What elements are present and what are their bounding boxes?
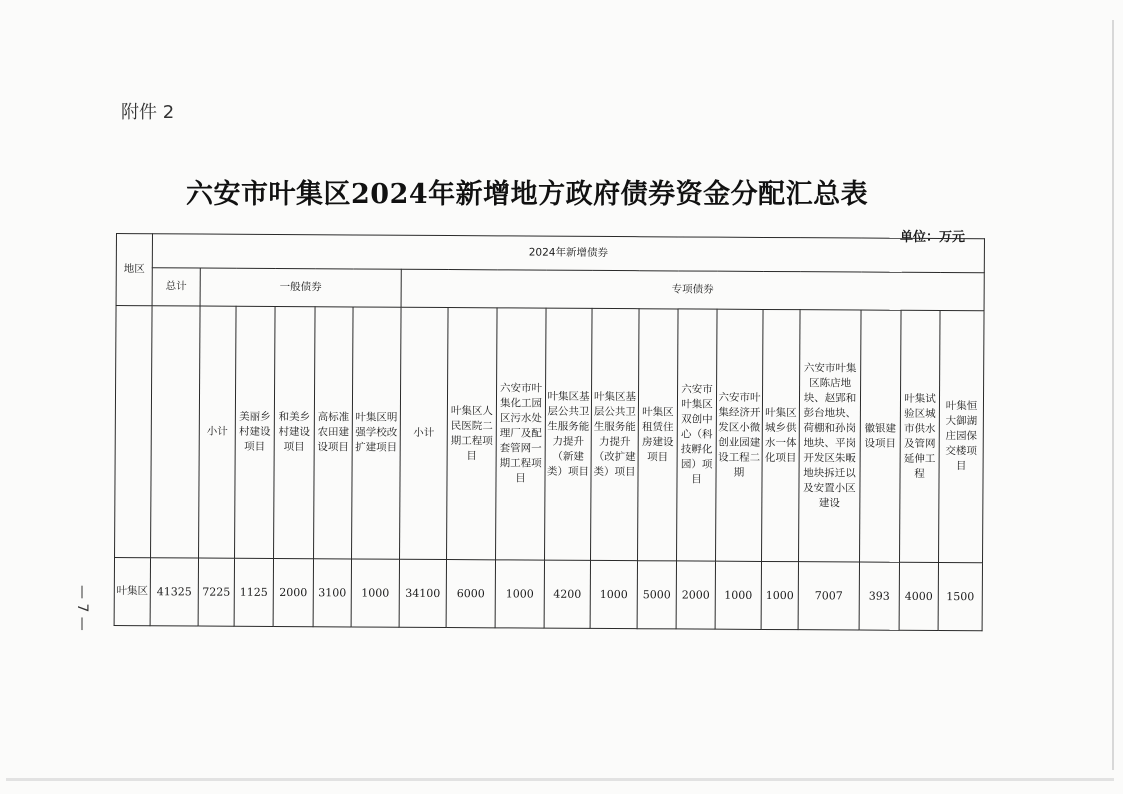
column-header: 美丽乡村建设项目 [235, 306, 276, 558]
margin-page-number: — 7 — [74, 585, 90, 631]
value-cell: 1000 [715, 561, 761, 629]
header-row-3 [115, 306, 985, 563]
column-header: 叶集区明强学校改扩建项目 [352, 307, 402, 559]
column-header: 六安市叶集区陈店地块、赵郢和彭台地块、荷棚和孙岗地块、平岗开发区朱畈地块拆迁以及安置小区建设 [799, 310, 862, 562]
value-cell: 1000 [495, 560, 544, 628]
general-bonds-header: 一般债券 [200, 268, 401, 307]
empty-header-cell [115, 306, 153, 558]
attachment-label: 附件 2 [121, 102, 175, 123]
document-title: 六安市叶集区2024年新增地方政府债券资金分配汇总表 [186, 179, 869, 210]
column-header: 叶集试验区城市供水及管网延伸工程 [900, 310, 941, 562]
column-header: 六安市叶集化工园区污水处理厂及配套管网一期工程项目 [496, 308, 547, 560]
value-cell: 1500 [938, 563, 982, 631]
value-cell: 3100 [313, 559, 351, 627]
value-cell: 1000 [761, 561, 798, 629]
column-header: 高标准农田建设项目 [314, 307, 354, 559]
total-cell: 41325 [150, 558, 198, 626]
scan-edge-right [1112, 20, 1114, 770]
column-header: 小计 [400, 307, 449, 559]
value-cell: 4000 [899, 562, 938, 630]
column-header: 叶集恒大御湖庄园保交楼项目 [939, 311, 985, 563]
table-row [114, 557, 982, 630]
value-cell: 2000 [273, 558, 313, 626]
value-cell: 393 [859, 562, 899, 630]
column-header: 叶集区城乡供水一体化项目 [762, 309, 801, 561]
value-cell: 2000 [676, 561, 715, 629]
total-header: 总计 [152, 268, 200, 306]
column-header: 叶集区基层公共卫生服务能力提升（新建类）项目 [545, 308, 593, 560]
column-header: 六安市叶集区双创中心（科技孵化园）项目 [677, 309, 718, 561]
value-cell: 7225 [198, 558, 234, 626]
column-header: 叶集区租赁住房建设项目 [638, 309, 679, 561]
value-cell: 6000 [446, 560, 495, 628]
value-cell: 1125 [234, 558, 273, 626]
column-header: 徽银建设项目 [860, 310, 902, 562]
value-cell: 34100 [399, 559, 446, 627]
value-cell: 5000 [637, 561, 676, 629]
value-cell: 7007 [798, 562, 859, 630]
column-header: 叶集区基层公共卫生服务能力提升（改扩建类）项目 [591, 308, 640, 560]
value-cell: 1000 [590, 560, 637, 628]
value-cell: 1000 [351, 559, 399, 627]
column-header: 叶集区人民医院二期工程项目 [447, 308, 498, 560]
scan-edge-bottom [6, 778, 1114, 781]
bond-allocation-table [114, 233, 985, 631]
empty-header-cell [151, 306, 201, 558]
new-bonds-header: 2024年新增债券 [152, 234, 984, 273]
header-row-2 [116, 268, 984, 311]
region-header: 地区 [116, 234, 152, 306]
value-cell: 4200 [544, 560, 590, 628]
special-bonds-header: 专项债券 [401, 269, 984, 311]
column-header: 六安市叶集经济开发区小微创业园建设工程二期 [716, 309, 764, 561]
region-cell: 叶集区 [114, 557, 150, 625]
column-header: 小计 [199, 306, 237, 558]
unit-label: 单位：万元 [900, 230, 966, 245]
column-header: 和美乡村建设项目 [274, 306, 316, 558]
header-row-1 [116, 234, 984, 273]
